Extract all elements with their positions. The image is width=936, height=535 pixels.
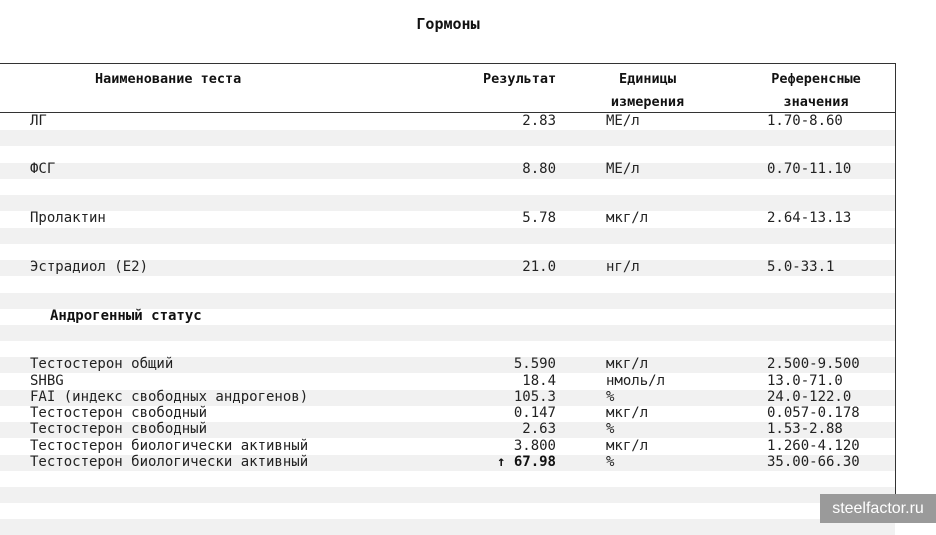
row-band — [0, 293, 895, 309]
table-row — [0, 454, 895, 470]
row-band — [0, 325, 895, 341]
test-name: Эстрадиол (E2) — [30, 259, 149, 275]
test-name: Тестостерон общий — [30, 356, 174, 372]
header-reference-line2: значения — [783, 94, 849, 110]
table-row — [0, 421, 895, 437]
test-result: 5.590 — [513, 356, 556, 372]
test-result: 105.3 — [513, 389, 556, 405]
test-name: Тестостерон свободный — [30, 405, 208, 421]
test-unit: нмоль/л — [606, 373, 666, 389]
test-reference: 1.53-2.88 — [767, 421, 843, 437]
test-unit: % — [606, 454, 615, 470]
test-unit: мкг/л — [606, 438, 649, 454]
test-unit: нг/л — [606, 259, 640, 275]
test-result: 21.0 — [522, 259, 556, 275]
table-row — [0, 356, 895, 372]
test-unit: мкг/л — [606, 210, 649, 226]
table-row — [0, 113, 895, 129]
row-band — [0, 487, 895, 503]
test-result: 3.800 — [513, 438, 556, 454]
test-name: Тестостерон свободный — [30, 421, 208, 437]
section-title: Андрогенный статус — [50, 308, 202, 324]
test-name: Тестостерон биологически активный — [30, 438, 309, 454]
header-reference — [756, 68, 876, 114]
test-result: 2.63 — [522, 421, 556, 437]
results-table — [0, 63, 896, 523]
watermark: steelfactor.ru — [820, 494, 936, 523]
test-reference: 35.00-66.30 — [767, 454, 860, 470]
test-result: 5.78 — [522, 210, 556, 226]
header-units-line1: Единицы — [619, 71, 676, 87]
row-band — [0, 519, 895, 535]
test-unit: % — [606, 389, 615, 405]
test-reference: 24.0-122.0 — [767, 389, 852, 405]
test-name: Тестостерон биологически активный — [30, 454, 309, 470]
test-result: 2.83 — [522, 113, 556, 129]
test-result: 8.80 — [522, 161, 556, 177]
page-title: Гормоны — [416, 15, 480, 33]
test-name: SHBG — [30, 373, 64, 389]
test-unit: МЕ/л — [606, 161, 640, 177]
table-row — [0, 259, 895, 275]
test-reference: 2.500-9.500 — [767, 356, 860, 372]
test-name: FAI (индекс свободных андрогенов) — [30, 389, 309, 405]
test-unit: % — [606, 421, 615, 437]
header-result: Результат — [483, 71, 557, 87]
test-result-value: 67.98 — [513, 454, 556, 470]
header-reference-line1: Референсные — [771, 71, 861, 87]
test-unit: мкг/л — [606, 405, 649, 421]
test-reference: 0.70-11.10 — [767, 161, 852, 177]
table-row — [0, 389, 895, 405]
row-band — [0, 228, 895, 244]
test-unit: МЕ/л — [606, 113, 640, 129]
test-reference: 0.057-0.178 — [767, 405, 860, 421]
table-row — [0, 161, 895, 177]
high-arrow-icon: ↑ — [496, 454, 506, 470]
header-units — [600, 68, 695, 114]
test-name: Пролактин — [30, 210, 106, 226]
row-band — [0, 195, 895, 211]
test-reference: 13.0-71.0 — [767, 373, 843, 389]
test-result: 0.147 — [513, 405, 556, 421]
table-row — [0, 373, 895, 389]
test-reference: 2.64-13.13 — [767, 210, 852, 226]
test-name: ФСГ — [30, 161, 56, 177]
test-reference: 1.260-4.120 — [767, 438, 860, 454]
test-result-flagged — [440, 454, 556, 470]
table-row — [0, 405, 895, 421]
test-unit: мкг/л — [606, 356, 649, 372]
test-name: ЛГ — [30, 113, 47, 129]
header-name: Наименование теста — [95, 71, 242, 87]
table-row — [0, 210, 895, 226]
table-row — [0, 438, 895, 454]
table-header — [0, 64, 895, 113]
test-reference: 1.70-8.60 — [767, 113, 843, 129]
test-reference: 5.0-33.1 — [767, 259, 835, 275]
header-units-line2: измерения — [610, 94, 685, 110]
row-band — [0, 130, 895, 146]
test-result: 18.4 — [522, 373, 556, 389]
